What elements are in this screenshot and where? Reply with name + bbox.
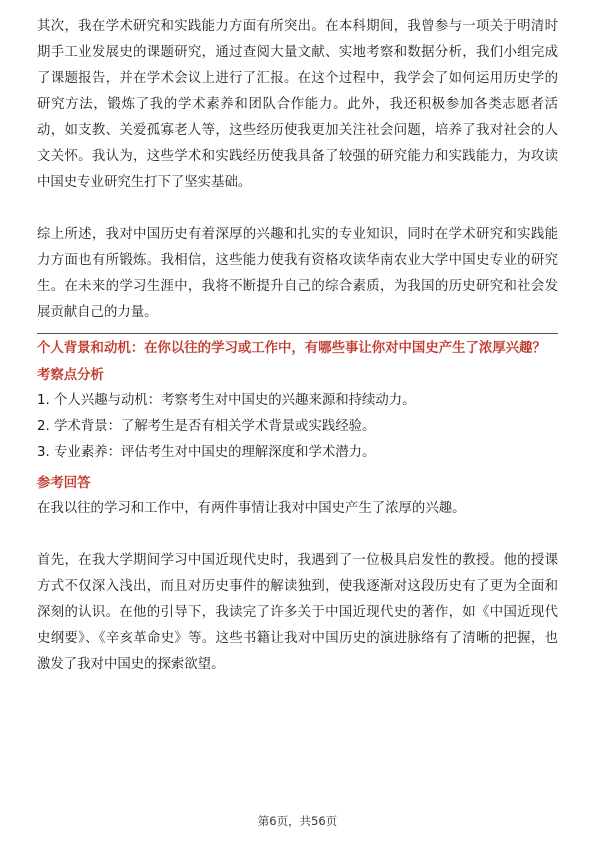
question-title: 个人背景和动机：在你以往的学习或工作中，有哪些事让你对中国史产生了浓厚兴趣？ (37, 341, 546, 356)
section-divider (37, 333, 558, 334)
page-number-footer: 第6页，共56页 (257, 814, 338, 828)
analysis-item-2: 2. 学术背景：了解考生是否有相关学术背景或实践经验。 (37, 419, 376, 434)
answer-heading: 参考回答 (37, 476, 91, 491)
paragraph-spacer (37, 196, 558, 222)
answer-paragraph-first: 首先，在我大学期间学习中国近现代史时，我遇到了一位极具启发性的教授。他的授课方式不仅深入浅出，而且对历史事件的解读独到，使我逐渐对这段历史有了更为全面和深刻的认识。在他的引导下，我读完了许多关于中国近现代史的著作，如《中国近现代史纲要》、《辛亥革命史》等。这些书籍让我对中国历史的演进脉络有了清晰的把握，也激发了我对中国史的探索欲望。 (37, 553, 558, 672)
answer-paragraph-intro: 在我以往的学习和工作中，有两件事情让我对中国史产生了浓厚的兴趣。 (37, 501, 466, 516)
analysis-item-3: 3. 专业素养：评估考生对中国史的理解深度和学术潜力。 (37, 445, 376, 460)
body-paragraph-academic-practice: 其次，我在学术研究和实践能力方面有所突出。在本科期间，我曾参与一项关于明清时期手工业发展史的课题研究，通过查阅大量文献、实地考察和数据分析，我们小组完成了课题报告，并在学术会议上进行了汇报。在这个过程中，我学会了如何运用历史学的研究方法，锻炼了我的学术素养和团队合作能力。此外，我还积极参加各类志愿者活动，如支教、关爱孤寡老人等，这些经历使我更加关注社会问题，培养了我对社会的人文关怀。我认为，这些学术和实践经历使我具备了较强的研究能力和实践能力，为攻读中国史专业研究生打下了坚实基础。 (37, 19, 558, 190)
analysis-item-1: 1. 个人兴趣与动机：考察考生对中国史的兴趣来源和持续动力。 (37, 393, 416, 408)
document-page (37, 14, 558, 678)
body-paragraph-summary: 综上所述，我对中国历史有着深厚的兴趣和扎实的专业知识，同时在学术研究和实践能力方面也有所锻炼。我相信，这些能力使我有资格攻读华南农业大学中国史专业的研究生。在未来的学习生涯中，我将不断提升自己的综合素质，为我国的历史研究和社会发展贡献自己的力量。 (37, 227, 558, 320)
analysis-heading: 考察点分析 (37, 368, 104, 383)
paragraph-spacer (37, 522, 558, 548)
